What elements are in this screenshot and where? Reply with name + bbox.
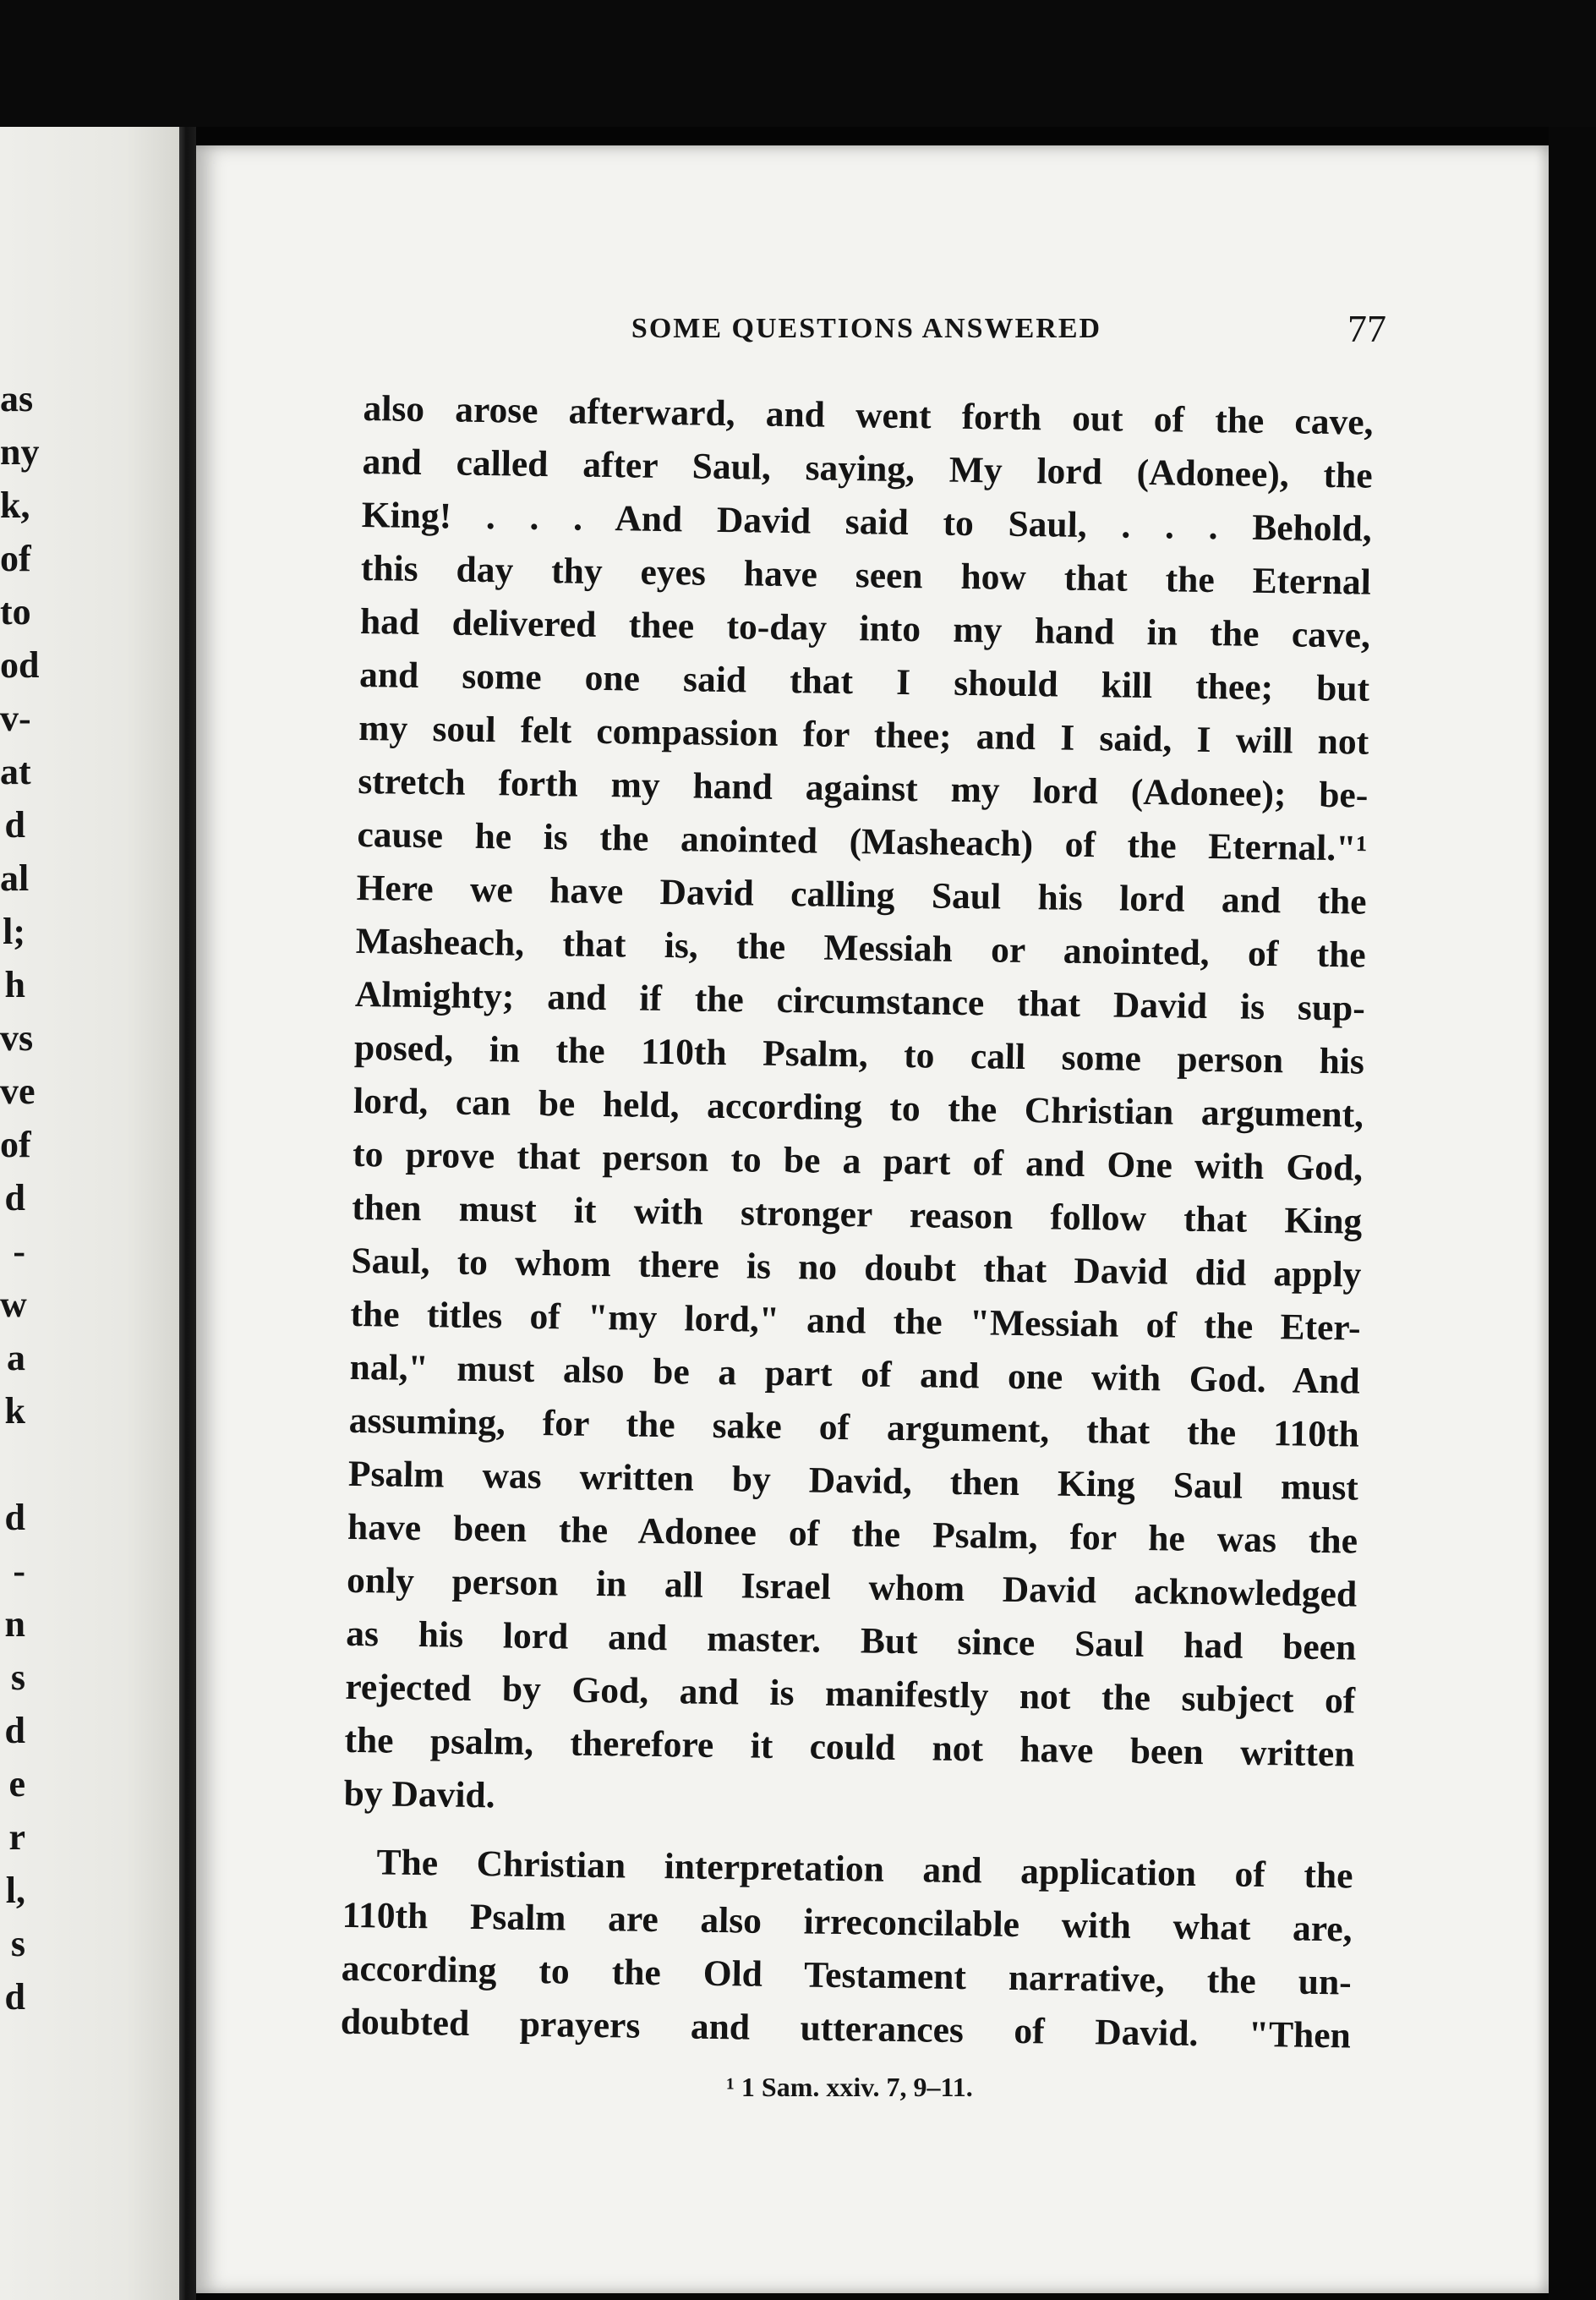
top-dark-band: [0, 0, 1596, 127]
left-page-fragment: -: [13, 1230, 25, 1272]
left-page-fragment: h: [4, 964, 25, 1005]
left-page-fragment: n: [4, 1603, 25, 1645]
left-page-fragment: at: [0, 751, 31, 792]
left-page-fragment: e: [8, 1763, 25, 1804]
left-page-fragment: d: [4, 1497, 25, 1538]
left-page-fragment: v-: [0, 698, 31, 739]
text-line: then must it with stronger reason follow that King: [352, 1186, 1363, 1242]
left-page-fragment: d: [4, 1710, 25, 1751]
text-line: had delivered thee to-day into my hand in the cave,: [359, 600, 1371, 656]
left-page-edge: [0, 127, 179, 2300]
text-line: also arose afterward, and went forth out of the cave,: [363, 387, 1374, 443]
text-line: by David.: [343, 1772, 495, 1816]
left-page-fragment: to: [0, 591, 31, 632]
left-page-fragment: od: [0, 644, 40, 686]
left-page-fragment: of: [0, 1124, 31, 1165]
text-line: the titles of "my lord," and the "Messiah of the Eter-: [350, 1293, 1361, 1349]
left-page-fragment: -: [13, 1550, 25, 1591]
text-line: cause he is the anointed (Masheach) of the Eternal."¹: [357, 813, 1368, 869]
text-line: assuming, for the sake of argument, that the 110th: [348, 1399, 1360, 1455]
text-line: Masheach, that is, the Messiah or anointed, of the: [355, 920, 1366, 976]
text-line: Saul, to whom there is no doubt that David did apply: [351, 1240, 1362, 1295]
text-line: doubted prayers and utterances of David. "Then: [340, 2001, 1352, 2056]
running-head: SOME QUESTIONS ANSWERED: [631, 313, 1102, 344]
text-line: have been the Adonee of the Psalm, for he was the: [347, 1506, 1358, 1562]
text-line: only person in all Israel whom David acknowledged: [346, 1559, 1358, 1615]
text-line: and called after Saul, saying, My lord (Adonee), the: [362, 441, 1373, 496]
left-page-fragment: d: [4, 804, 25, 846]
left-page-fragment: s: [10, 1657, 25, 1698]
text-line: lord, can be held, according to the Christian argument,: [353, 1080, 1364, 1136]
text-line: The Christian interpretation and application of the: [376, 1842, 1353, 1897]
text-line: this day thy eyes have seen how that the Eternal: [360, 547, 1372, 603]
text-line: Here we have David calling Saul his lord and the: [356, 867, 1367, 923]
text-line: and some one said that I should kill thee; but: [358, 654, 1370, 709]
left-page-fragment: ny: [0, 431, 40, 473]
left-page-fragment: w: [0, 1284, 27, 1325]
text-line: the psalm, therefore it could not have been written: [344, 1719, 1355, 1775]
text-line: 110th Psalm are also irreconcilable with what are,: [342, 1894, 1353, 1950]
book-gutter: [179, 127, 196, 2300]
text-line: posed, in the 110th Psalm, to call some person his: [353, 1027, 1365, 1082]
left-page-fragment: vs: [0, 1017, 34, 1059]
left-page-fragment: l;: [3, 911, 25, 952]
text-line: to prove that person to be a part of and One with God,: [352, 1133, 1364, 1189]
left-page-fragment: k: [4, 1390, 25, 1432]
text-line: Almighty; and if the circumstance that David is sup-: [354, 973, 1366, 1029]
left-page-fragment: as: [0, 378, 34, 419]
text-line: according to the Old Testament narrative, the un-: [341, 1947, 1353, 2003]
left-page-fragment: a: [7, 1337, 25, 1378]
text-line: stretch forth my hand against my lord (Adonee); be-: [358, 760, 1369, 816]
left-page-fragment: ve: [0, 1071, 36, 1112]
text-line: Psalm was written by David, then King Saul must: [347, 1453, 1359, 1509]
text-line: nal," must also be a part of and one with God. And: [349, 1346, 1360, 1402]
left-page-fragment: r: [8, 1816, 25, 1858]
left-page-fragment: l,: [5, 1870, 25, 1911]
left-page-fragment: d: [4, 1177, 25, 1218]
page-number: 77: [1347, 307, 1386, 350]
left-page-fragment: al: [0, 857, 30, 899]
footnote: ¹ 1 Sam. xxiv. 7, 9–11.: [726, 2072, 973, 2102]
text-line: as his lord and master. But since Saul had been: [346, 1613, 1357, 1668]
text-line: King! . . . And David said to Saul, . . . Behold,: [361, 494, 1373, 550]
right-dark-edge: [1549, 127, 1596, 2300]
left-page-fragment: s: [10, 1923, 25, 1964]
left-page-fragment: k,: [0, 485, 30, 526]
left-page-fragment: of: [0, 538, 31, 579]
left-page-fragment: d: [4, 1976, 25, 2018]
text-line: rejected by God, and is manifestly not the subject of: [345, 1666, 1356, 1722]
text-line: my soul felt compassion for thee; and I said, I will not: [358, 707, 1369, 763]
body-text: [340, 382, 1373, 2062]
